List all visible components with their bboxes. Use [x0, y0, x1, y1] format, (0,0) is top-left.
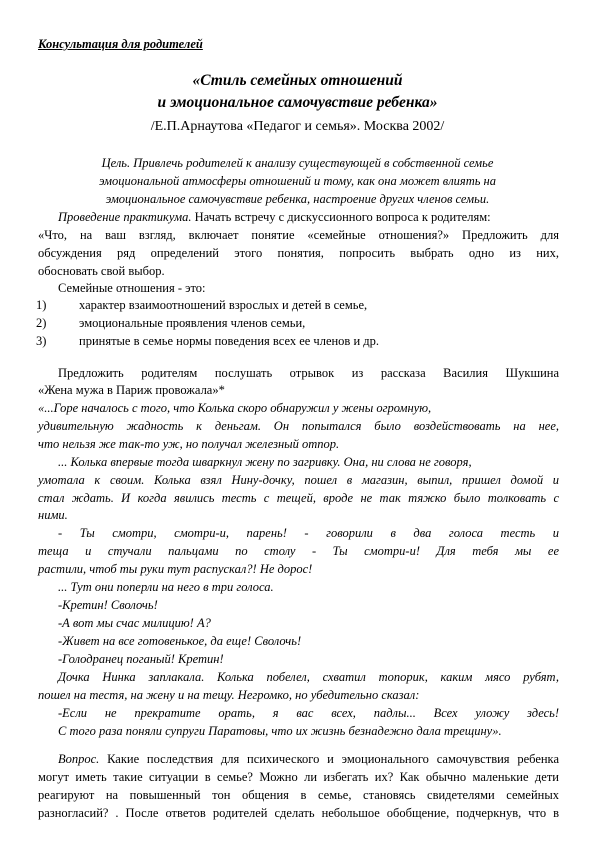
title-line-1: «Стиль семейных отношений [192, 72, 403, 89]
story-line: Дочка Нинка заплакала. Колька побелел, схватил топорик, каким мясо рубят, [58, 670, 559, 684]
consultation-header: Консультация для родителей [38, 37, 203, 51]
offer-line-2: «Жена мужа в Париж провожала»* [38, 383, 225, 397]
story-line: «...Горе началось с того, что Колька скоро обнаружил у жены огромную, [38, 401, 432, 415]
list-item: эмоциональные проявления членов семьи, [79, 316, 306, 330]
list-item: характер взаимоотношений взрослых и детей в семье, [79, 298, 368, 312]
question-paragraph-start [58, 752, 559, 767]
goal-line-1: Цель. Привлечь родителей к анализу существующей в собственной семье [101, 156, 494, 170]
story-line: ... Колька впервые тогда шваркнул жену по загривку. Она, ни слова не говоря, [58, 455, 472, 469]
question-line-4: разногласий? . После ответов родителей сделать небольшое обобщение, подчеркнув, что в [38, 806, 559, 820]
question-text: Какие последствия для психического и эмоционального самочувствия ребенка [99, 752, 559, 766]
workshop-line-3: обсуждения ряд определений этого понятия, попросить выбрать одно из них, [38, 246, 559, 260]
story-line: -Живет на все готовенькое, да еще! Сволочь! [58, 634, 302, 648]
story-line: умотала к своим. Колька взял Нину-дочку, пошел в магазин, выпил, пришел домой и [38, 473, 559, 487]
list-item: принятые в семье нормы поведения всех ее членов и др. [79, 334, 380, 348]
story-line: что нельзя же так-то уж, но получал железный отпор. [38, 437, 340, 451]
question-label: Вопрос. [58, 752, 100, 766]
goal-line-3: эмоциональное самочувствие ребенка, настроение других членов семьи. [105, 192, 490, 206]
workshop-paragraph-start [58, 210, 491, 225]
list-number: 3) [36, 334, 47, 348]
story-line: удивительную жадность к деньгам. Он попытался было воздействовать на нее, [38, 419, 559, 433]
source-citation: /Е.П.Арнаутова «Педагог и семья». Москва 2002/ [150, 119, 445, 134]
story-line: растили, чтоб ты руки тут распускал?! Не дорос! [38, 562, 313, 576]
list-number: 1) [36, 298, 47, 312]
question-line-3: реагируют на повышенный тон общения в семье, становясь свидетелями семейных [38, 788, 559, 802]
story-line: стал ждать. И когда явились тесть с тещей, вроде не так тяжко было толковать с [38, 491, 559, 505]
workshop-text: Начать встречу с дискуссионного вопроса к родителям: [191, 210, 491, 224]
story-line: ними. [38, 508, 68, 522]
question-line-2: могут иметь такие ситуации в семье? Можно ли избегать их? Как обычно маленькие дети [38, 770, 559, 784]
story-line: ... Тут они поперли на него в три голоса. [58, 580, 274, 594]
workshop-label: Проведение практикума. [58, 210, 192, 224]
story-line: пошел на тестя, на жену и на тещу. Негромко, но убедительно сказал: [38, 688, 420, 702]
story-line: теща и стучали пальцами по столу - Ты смотри-и! Для тебя мы ее [38, 544, 559, 558]
title-line-2: и эмоциональное самочувствие ребенка» [157, 94, 438, 111]
workshop-line-2: «Что, на ваш взгляд, включает понятие «семейные отношения?» Предложить для [38, 228, 559, 242]
story-line: - Ты смотри, смотри-и, парень! - говорили в два голоса тесть и [58, 526, 559, 540]
list-number: 2) [36, 316, 47, 330]
offer-line-1: Предложить родителям послушать отрывок из рассказа Василия Шукшина [58, 366, 559, 380]
goal-line-2: эмоциональной атмосферы отношений и тому, как она может влиять на [98, 174, 497, 188]
story-line: С того раза поняли супруги Паратовы, что их жизнь безнадежно дала трещину». [58, 724, 502, 738]
story-line: -Если не прекратите орать, я вас всех, падлы... Всех уложу здесь! [58, 706, 559, 720]
workshop-line-4: обосновать свой выбор. [38, 264, 165, 278]
story-line: -Голодранец поганый! Кретин! [58, 652, 224, 666]
story-line: -А вот мы счас милицию! А? [58, 616, 211, 630]
story-line: -Кретин! Сволочь! [58, 598, 158, 612]
definition-intro: Семейные отношения - это: [58, 281, 206, 295]
